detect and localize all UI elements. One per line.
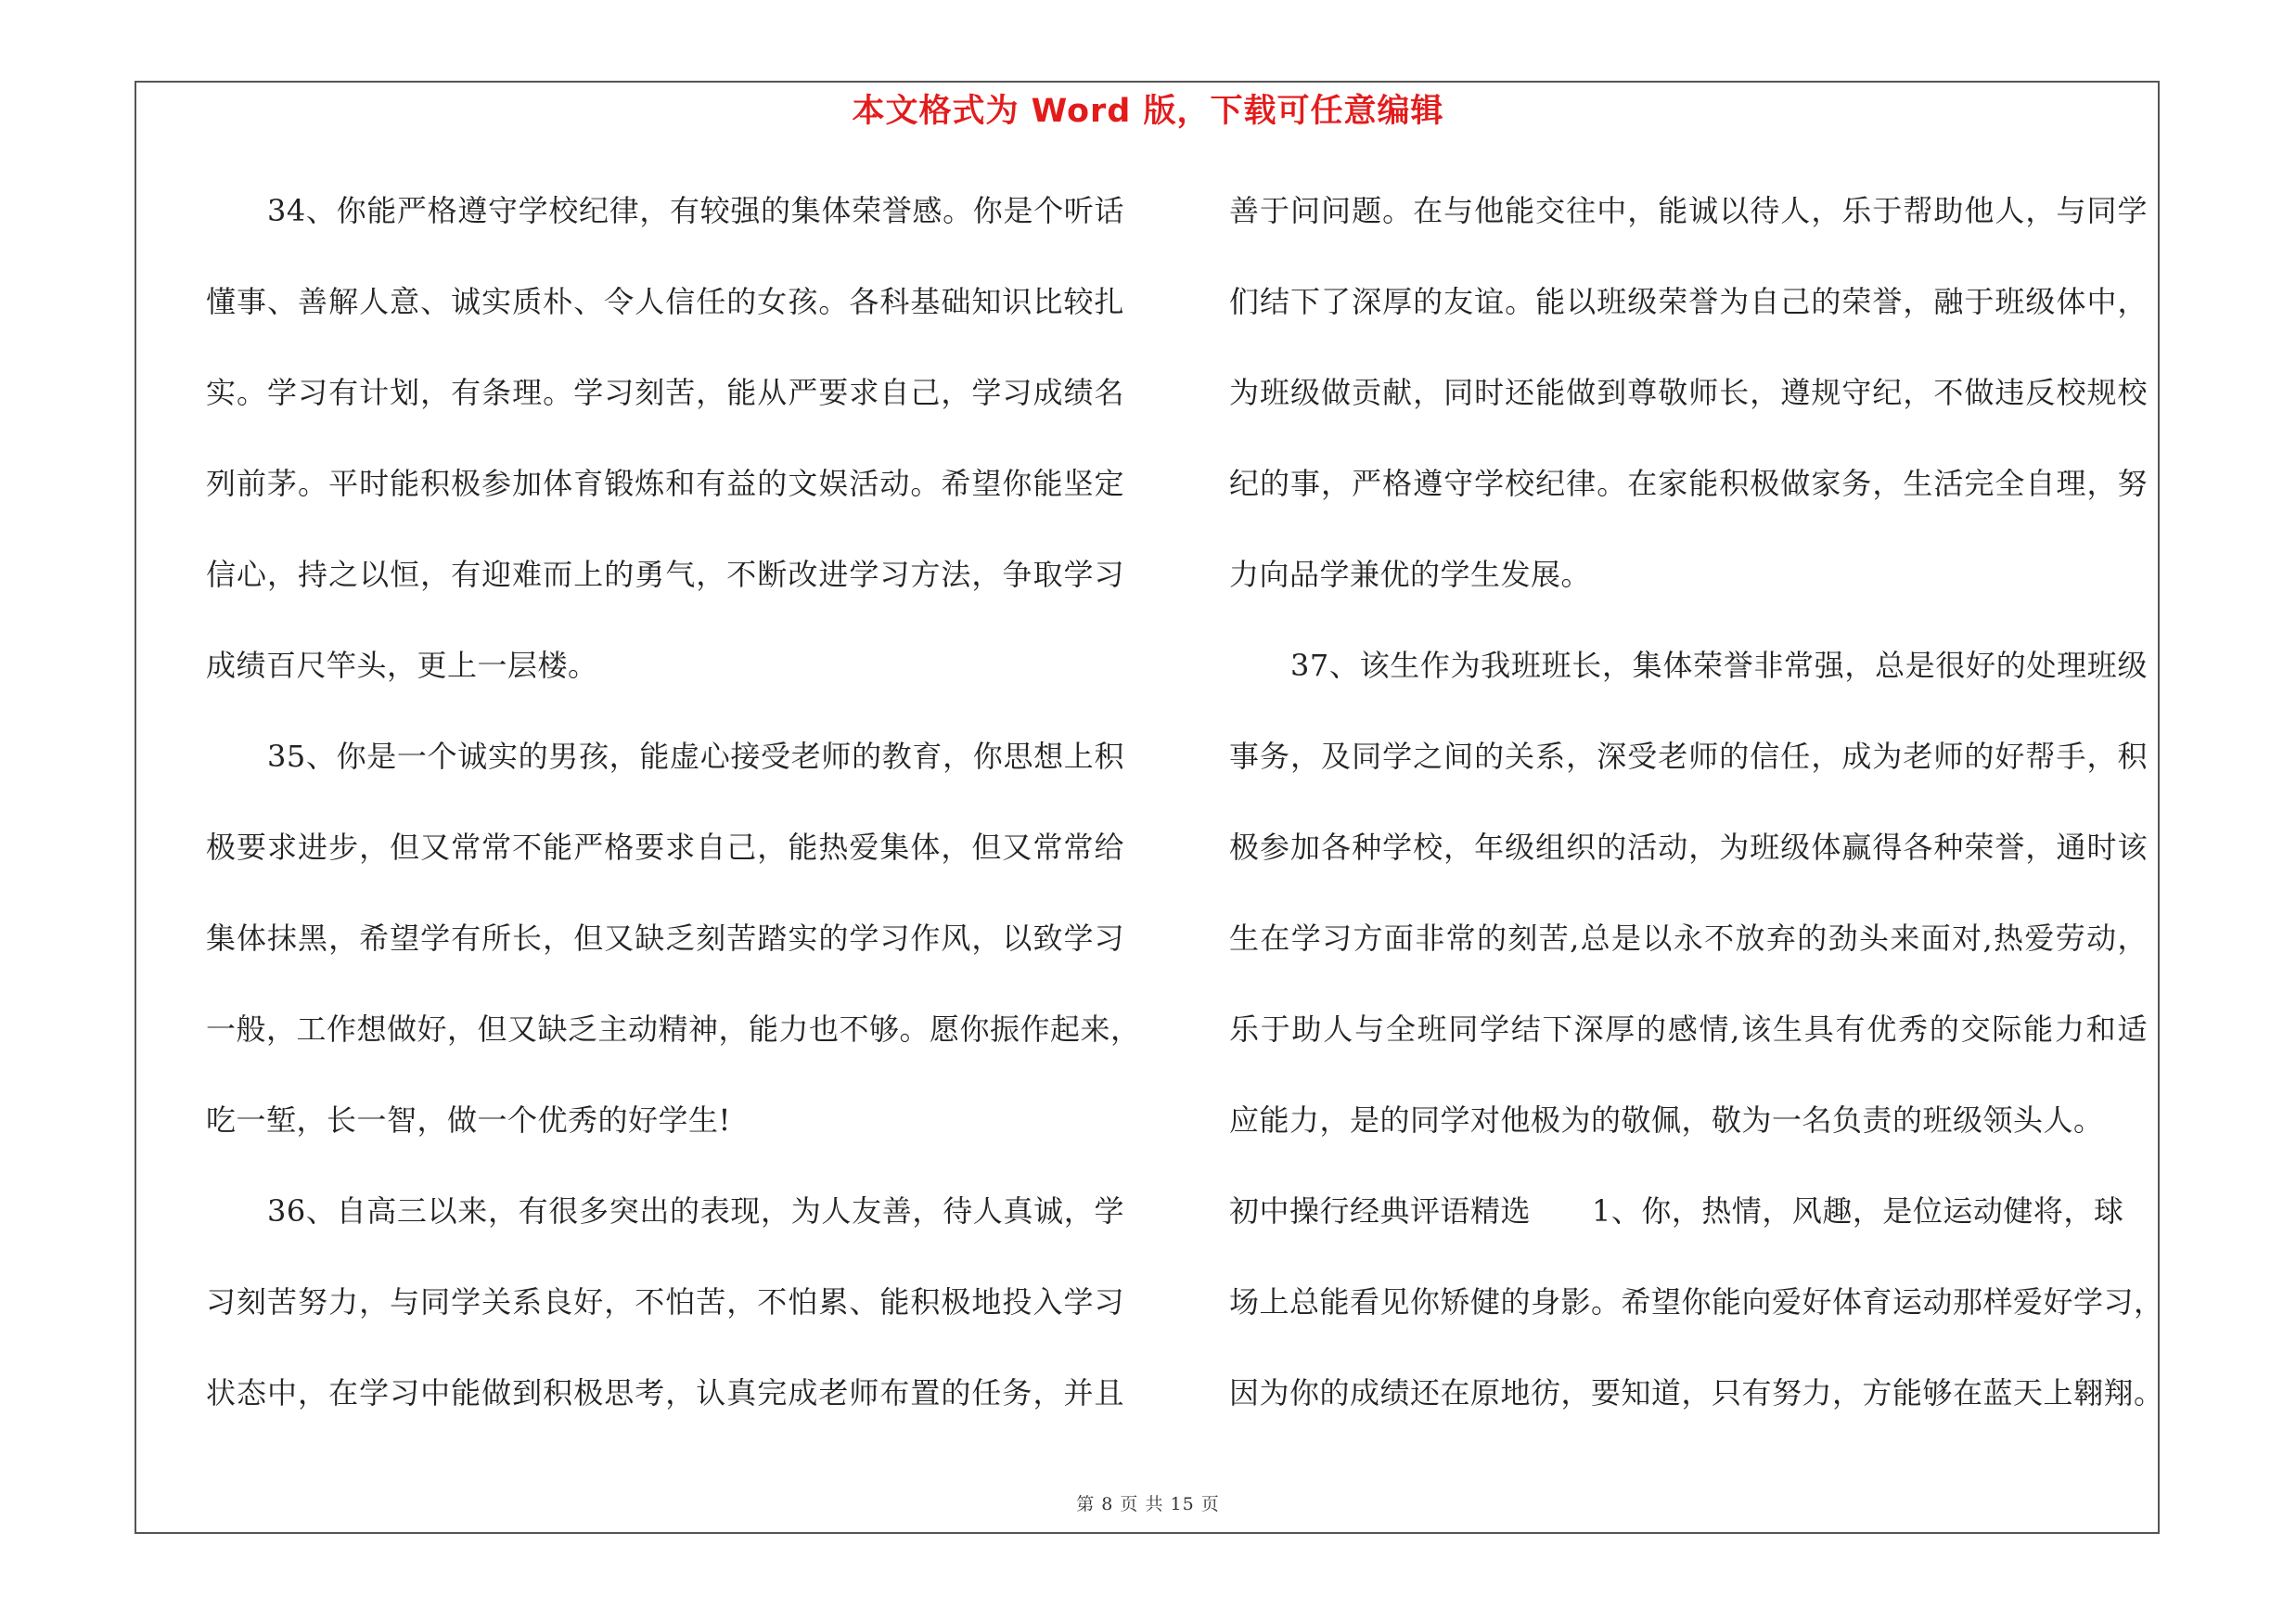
paragraph-line: 34、你能严格遵守学校纪律，有较强的集体荣誉感。你是个听话 [267,193,1124,228]
paragraph-line: 吃一堑，长一智，做一个优秀的好学生! [206,1102,731,1138]
paragraph-line: 极要求进步，但又常常不能严格要求自己，能热爱集体，但又常常给 [206,830,1124,865]
paragraph-line: 35、你是一个诚实的男孩，能虚心接受老师的教育，你思想上积 [267,739,1124,774]
document-header-title: 本文格式为 Word 版，下载可任意编辑 [852,93,1444,130]
paragraph-line: 应能力，是的同学对他极为的敬佩，敬为一名负责的班级领头人。 [1229,1102,2104,1138]
section-heading: 初中操行经典评语精选 [1229,1193,1532,1229]
section-heading-line [1229,1186,2148,1277]
paragraph-line: 纪的事，严格遵守学校纪律。在家能积极做家务，生活完全自理，努 [1229,466,2148,501]
paragraph-line: 们结下了深厚的友谊。能以班级荣誉为自己的荣誉，融于班级体中， [1229,284,2148,319]
paragraph-line: 生在学习方面非常的刻苦,总是以永不放弃的劲头来面对,热爱劳动， [1229,921,2148,956]
paragraph-line: 列前茅。平时能积极参加体育锻炼和有益的文娱活动。希望你能坚定 [206,466,1124,501]
paragraph-line: 成绩百尺竿头，更上一层楼。 [206,648,598,683]
paragraph-line: 实。学习有计划，有条理。学习刻苦，能从严要求自己，学习成绩名 [206,375,1124,410]
paragraph-line: 力向品学兼优的学生发展。 [1229,557,1592,592]
paragraph-line: 36、自高三以来，有很多突出的表现，为人友善，待人真诚，学 [267,1193,1124,1229]
paragraph-line: 一般，工作想做好，但又缺乏主动精神，能力也不够。愿你振作起来， [206,1011,1141,1047]
page-number-footer: 第 8 页 共 15 页 [1076,1494,1220,1514]
paragraph-line: 场上总能看见你矫健的身影。希望你能向爱好体育运动那样爱好学习， [1229,1284,2164,1320]
left-text-column [206,186,1141,1459]
paragraph-line: 极参加各种学校，年级组织的活动，为班级体赢得各种荣誉，通时该 [1229,830,2148,865]
paragraph-line: 集体抹黑，希望学有所长，但又缺乏刻苦踏实的学习作风，以致学习 [206,921,1124,956]
paragraph-line: 为班级做贡献，同时还能做到尊敬师长，遵规守纪，不做违反校规校 [1229,375,2148,410]
section-first-line: 1、你，热情，风趣，是位运动健将，球 [1592,1193,2124,1229]
paragraph-line: 懂事、善解人意、诚实质朴、令人信任的女孩。各科基础知识比较扎 [206,284,1124,319]
paragraph-line: 习刻苦努力，与同学关系良好，不怕苦，不怕累、能积极地投入学习 [206,1284,1124,1320]
paragraph-line: 乐于助人与全班同学结下深厚的感情,该生具有优秀的交际能力和适 [1229,1011,2148,1047]
right-text-column [1229,186,2164,1459]
paragraph-line: 因为你的成绩还在原地彷，要知道，只有努力，方能够在蓝天上翱翔。 [1229,1375,2164,1410]
paragraph-line: 信心，持之以恒，有迎难而上的勇气，不断改进学习方法，争取学习 [206,557,1124,592]
paragraph-line: 善于问问题。在与他能交往中，能诚以待人，乐于帮助他人，与同学 [1229,193,2148,228]
paragraph-line: 状态中，在学习中能做到积极思考，认真完成老师布置的任务，并且 [206,1375,1124,1410]
paragraph-line: 37、该生作为我班班长，集体荣誉非常强，总是很好的处理班级 [1290,648,2148,683]
paragraph-line: 事务，及同学之间的关系，深受老师的信任，成为老师的好帮手，积 [1229,739,2148,774]
